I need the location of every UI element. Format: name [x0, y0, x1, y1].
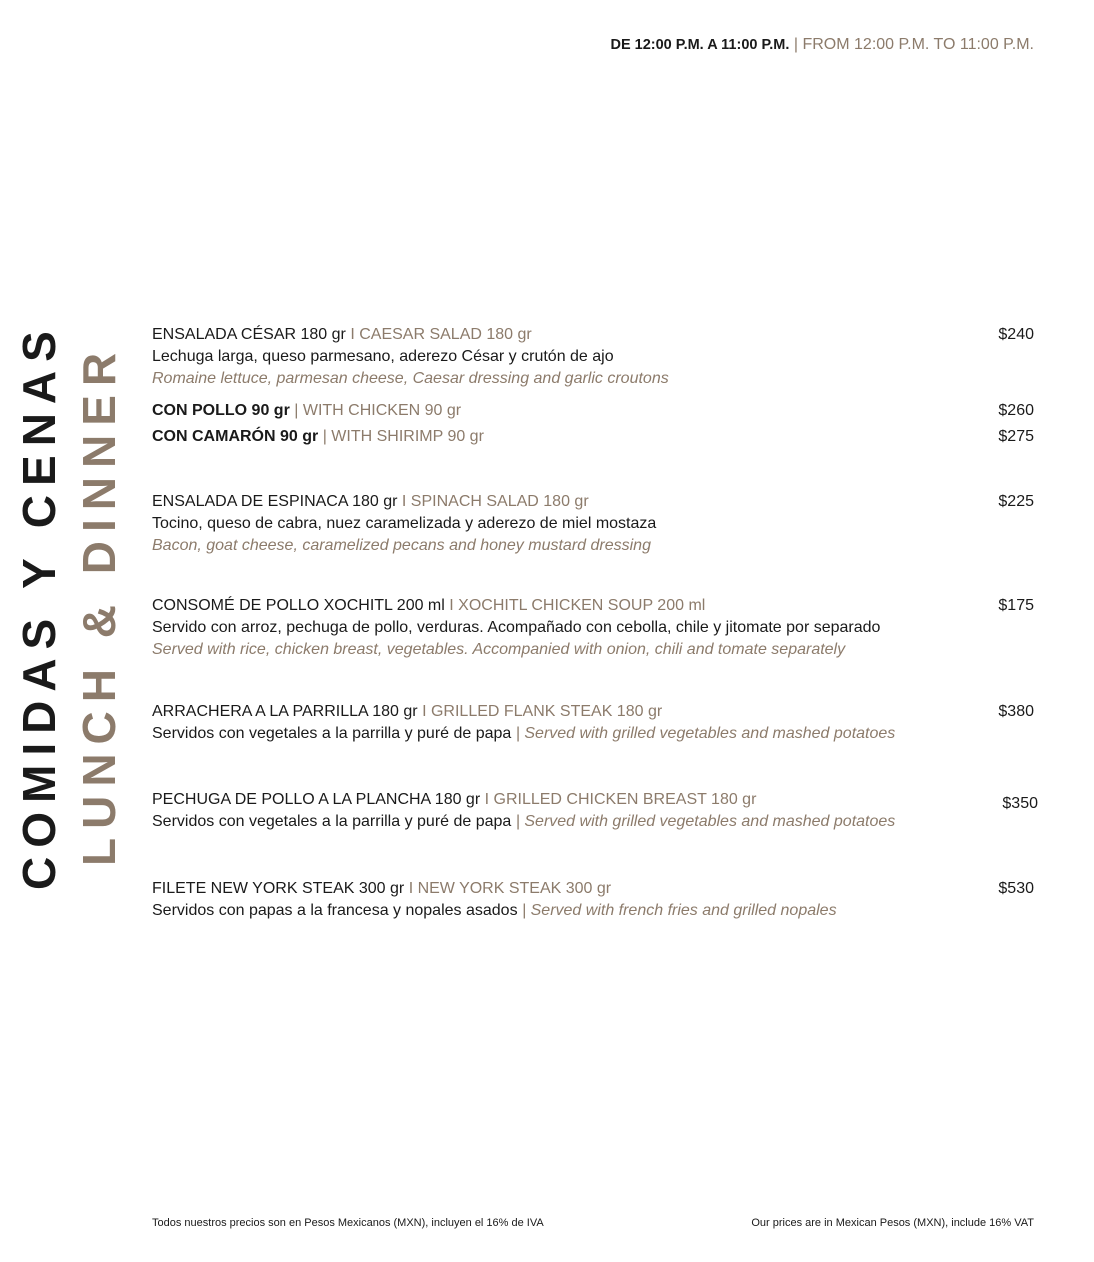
item-name-en: I NEW YORK STEAK 300 gr: [408, 880, 612, 897]
item-desc-en: | Served with grilled vegetables and mashed potatoes: [515, 813, 896, 830]
item-title: [152, 491, 1042, 513]
item-desc-en: | Served with grilled vegetables and mashed potatoes: [515, 725, 896, 742]
item-name-en: I SPINACH SALAD 180 gr: [401, 493, 589, 510]
menu-item-flank-steak: [152, 701, 1042, 745]
item-name-en: I XOCHITL CHICKEN SOUP 200 ml: [449, 597, 706, 614]
item-desc: [152, 723, 1042, 745]
item-name-en: I GRILLED FLANK STEAK 180 gr: [422, 703, 663, 720]
item-desc-es: Servido con arroz, pechuga de pollo, verduras. Acompañado con cebolla, chile y jitomate por separado: [152, 619, 881, 636]
item-extra-chicken: [152, 400, 1042, 422]
item-name-es: PECHUGA DE POLLO A LA PLANCHA 180 gr: [152, 791, 481, 808]
item-price: $350: [1002, 795, 1038, 812]
extra-price: $275: [998, 428, 1034, 445]
item-extra-shrimp: [152, 426, 1042, 448]
footer-note-en: Our prices are in Mexican Pesos (MXN), include 16% VAT: [751, 1217, 1034, 1229]
extra-name-en: | WITH CHICKEN 90 gr: [294, 402, 462, 419]
item-name-es: CONSOMÉ DE POLLO XOCHITL 200 ml: [152, 597, 445, 614]
item-price: $240: [998, 326, 1034, 343]
item-title: [152, 701, 1042, 723]
menu-item-new-york-steak: [152, 878, 1042, 922]
item-desc-es: Tocino, queso de cabra, nuez caramelizada y aderezo de miel mostaza: [152, 515, 657, 532]
item-name-en: I GRILLED CHICKEN BREAST 180 gr: [484, 791, 757, 808]
item-title: [152, 595, 1042, 617]
menu-item-chicken-soup: [152, 595, 1042, 661]
item-price: $175: [998, 597, 1034, 614]
section-title-es: COMIDAS Y CENAS: [13, 322, 65, 890]
item-price: $225: [998, 493, 1034, 510]
item-desc-en: Bacon, goat cheese, caramelized pecans and honey mustard dressing: [152, 537, 651, 554]
item-desc-en: Romaine lettuce, parmesan cheese, Caesar dressing and garlic croutons: [152, 370, 669, 387]
service-hours: [610, 36, 1034, 54]
item-title: [152, 878, 1042, 900]
item-price: $530: [998, 880, 1034, 897]
menu-item-chicken-breast: [152, 789, 1042, 833]
extra-name-es: CON POLLO 90 gr: [152, 402, 290, 419]
item-name-en: I CAESAR SALAD 180 gr: [350, 326, 532, 343]
item-name-es: ARRACHERA A LA PARRILLA 180 gr: [152, 703, 418, 720]
extra-name-en: | WITH SHIRIMP 90 gr: [322, 428, 484, 445]
hours-en: | FROM 12:00 P.M. TO 11:00 P.M.: [793, 36, 1034, 53]
item-desc-es: Servidos con vegetales a la parrilla y puré de papa: [152, 813, 512, 830]
item-name-es: FILETE NEW YORK STEAK 300 gr: [152, 880, 405, 897]
item-title: [152, 324, 1042, 346]
item-title: [152, 789, 1042, 811]
item-name-es: ENSALADA CÉSAR 180 gr: [152, 326, 346, 343]
item-price: $380: [998, 703, 1034, 720]
item-desc-es: Lechuga larga, queso parmesano, aderezo César y crutón de ajo: [152, 348, 614, 365]
item-desc-es: Servidos con vegetales a la parrilla y puré de papa: [152, 725, 512, 742]
extra-name-es: CON CAMARÓN 90 gr: [152, 428, 319, 445]
item-desc-en: Served with rice, chicken breast, vegetables. Accompanied with onion, chili and tomate separately: [152, 641, 846, 658]
menu-item-caesar-salad: [152, 324, 1042, 448]
extra-price: $260: [998, 402, 1034, 419]
item-name-es: ENSALADA DE ESPINACA 180 gr: [152, 493, 398, 510]
item-desc: [152, 900, 1042, 922]
hours-es: DE 12:00 P.M. A 11:00 P.M.: [610, 37, 790, 53]
menu-item-spinach-salad: [152, 491, 1042, 557]
footer-note-es: Todos nuestros precios son en Pesos Mexicanos (MXN), incluyen el 16% de IVA: [152, 1217, 544, 1229]
section-title-en: LUNCH & DINNER: [73, 343, 125, 866]
item-desc-es: Servidos con papas a la francesa y nopales asados: [152, 902, 518, 919]
item-desc: [152, 811, 1042, 833]
item-desc-en: | Served with french fries and grilled nopales: [522, 902, 837, 919]
